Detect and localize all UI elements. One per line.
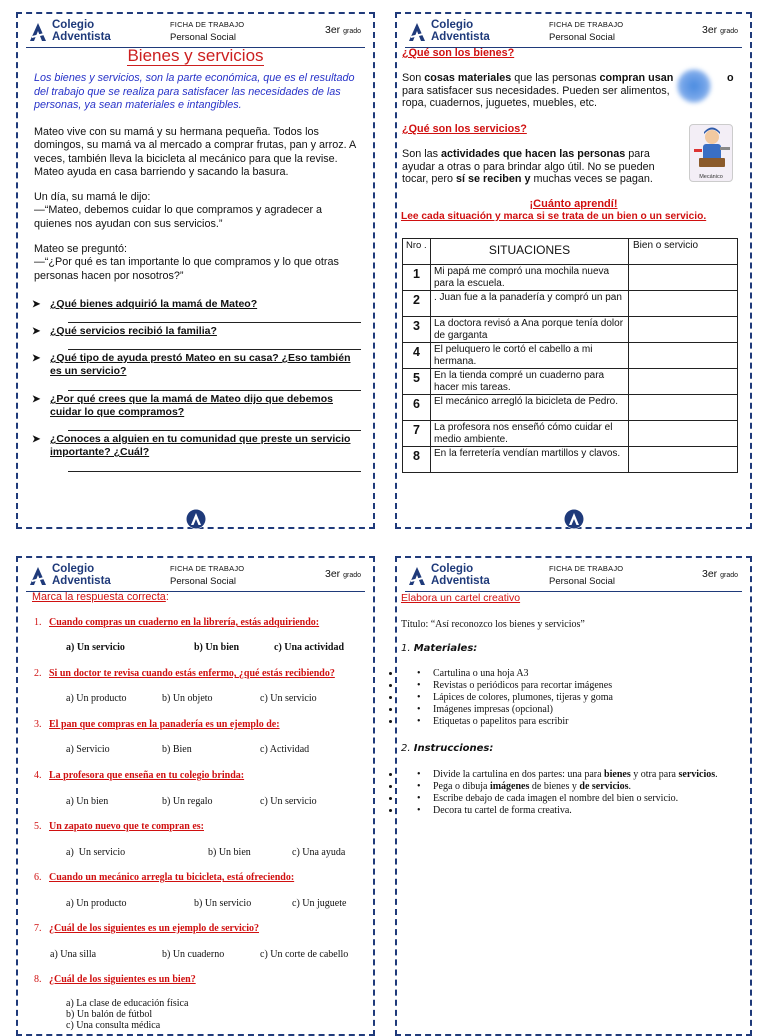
school-name: Colegio Adventista: [431, 563, 490, 587]
row-number: 4: [403, 343, 431, 369]
arrow-bullet-icon: ➤: [32, 326, 41, 337]
materiales-list: [401, 668, 741, 728]
grade-label: 3er grado: [701, 24, 738, 36]
situation-text: En la ferretería vendían martillos y clavos.: [431, 447, 629, 473]
question-5: ➤ ¿Conoces a alguien en tu comunidad que preste un servicio importante? ¿Cuál?: [32, 433, 351, 458]
list-item: • • Etiquetas o papelitos para escribir: [401, 716, 741, 728]
row-number: 8: [403, 447, 431, 473]
question-1: ➤ ¿Qué bienes adquirió la mamá de Mateo?: [32, 298, 258, 310]
answer-cell[interactable]: [629, 291, 738, 317]
area-label: Personal Social: [170, 32, 237, 43]
answer-cell[interactable]: [629, 421, 738, 447]
option-b[interactable]: b) Un cuaderno: [162, 949, 225, 960]
list-item: • • Decora tu cartel de forma creativa.: [401, 805, 721, 817]
arrow-bullet-icon: ➤: [32, 434, 41, 445]
column-header-nro: Nro .: [403, 239, 431, 265]
situations-table: [402, 238, 738, 473]
option-a[interactable]: a) Un producto: [66, 693, 127, 704]
answer-cell[interactable]: [629, 265, 738, 291]
table-header-row: [403, 239, 738, 265]
story-paragraph-2: Un día, su mamá le dijo: —“Mateo, debemos cuidar lo que compramos y agradecer a quienes nos ayudan con sus servicios.”: [34, 191, 323, 230]
option-c[interactable]: c) Un corte de cabello: [260, 949, 349, 960]
school-name: Colegio Adventista: [431, 19, 490, 43]
grade-label: 3er grado: [324, 568, 361, 580]
quiz-question: 4. La profesora que enseña en tu colegio brinda:: [34, 770, 245, 781]
quiz-question: 5. Un zapato nuevo que te compran es:: [34, 821, 204, 832]
question-4: ➤ ¿Por qué crees que la mamá de Mateo dijo que debemos cuidar lo que compramos?: [32, 393, 333, 418]
worksheet-page-1: [16, 12, 375, 529]
servicios-definition: Son las actividades que hacen las personas para ayudar a otras o para brindar algo útil. No se pueden tocar, pero sí se reciben y muchas veces se pagan.: [402, 148, 655, 186]
option-b[interactable]: b) Un bien: [194, 642, 240, 653]
table-row: [403, 421, 738, 447]
list-item: • • Pega o dibuja imágenes de bienes y de servicios.: [401, 781, 721, 793]
answer-cell[interactable]: [629, 369, 738, 395]
answer-line[interactable]: [68, 471, 361, 472]
list-item: • • Divide la cartulina en dos partes: una para bienes y otra para servicios.: [401, 769, 721, 781]
area-label: Personal Social: [549, 32, 616, 43]
school-logo-icon: [564, 509, 584, 529]
grade-label: 3er grado: [324, 24, 361, 36]
answer-cell[interactable]: [629, 395, 738, 421]
quiz-question: 6. Cuando un mecánico arregla tu bicicleta, está ofreciendo:: [34, 872, 295, 883]
ficha-label: FICHA DE TRABAJO: [549, 564, 624, 573]
answer-cell[interactable]: [629, 343, 738, 369]
row-number: 1: [403, 265, 431, 291]
ficha-label: FICHA DE TRABAJO: [170, 20, 245, 29]
quiz-question: 3. El pan que compras en la panadería es un ejemplo de:: [34, 719, 280, 730]
situation-text: El peluquero le cortó el cabello a mi hermana.: [431, 343, 629, 369]
table-row: [403, 395, 738, 421]
intro-text: Los bienes y servicios, son la parte económica, que es el resultado del trabajo que se realiza para satisfacer las necesidades de las personas, ya sean materiales e intangibles.: [34, 72, 355, 111]
worksheet-header: [405, 562, 742, 592]
quiz-question: 1. Cuando compras un cuaderno en la librería, estás adquiriendo:: [34, 617, 320, 628]
row-number: 6: [403, 395, 431, 421]
option-b[interactable]: b) Un servicio: [194, 898, 252, 909]
area-label: Personal Social: [170, 576, 237, 587]
mechanic-icon: [690, 125, 734, 171]
option-c[interactable]: c) Un servicio: [260, 796, 317, 807]
option-c[interactable]: c) Una consulta médica: [66, 1020, 161, 1031]
heading-que-son-servicios: ¿Qué son los servicios?: [402, 123, 527, 135]
instructions-text: Lee cada situación y marca si se trata de un bien o un servicio.: [401, 211, 707, 222]
arrow-bullet-icon: ➤: [32, 299, 41, 310]
bienes-definition: Son cosas materiales que las personas compran usan para satisfacer sus necesidades. Pueden ser alimentos, ropa, cuadernos, juguetes, muebles, etc.: [402, 72, 674, 110]
school-logo-icon: [407, 566, 427, 586]
option-b[interactable]: b) Un balón de fútbol: [66, 1009, 153, 1020]
grade-label: 3er grado: [701, 568, 738, 580]
instrucciones-heading: 2. Instrucciones:: [401, 743, 494, 754]
row-number: 2: [403, 291, 431, 317]
instrucciones-list: [401, 769, 721, 817]
question-3: ➤ ¿Qué tipo de ayuda prestó Mateo en su casa? ¿Eso también es un servicio?: [32, 352, 351, 377]
option-a[interactable]: a) Un servicio: [66, 847, 126, 858]
row-number: 5: [403, 369, 431, 395]
quiz-question: 8. ¿Cuál de los siguientes es un bien?: [34, 974, 196, 985]
section-title: Marca la respuesta correcta:: [32, 591, 169, 603]
list-item: • • Cartulina o una hoja A3: [401, 668, 741, 680]
column-header-bien-o-servicio: Bien o servicio: [629, 239, 738, 265]
list-item: • • Revistas o periódicos para recortar imágenes: [401, 680, 741, 692]
table-row: [403, 317, 738, 343]
table-row: [403, 369, 738, 395]
option-b[interactable]: b) Un regalo: [162, 796, 213, 807]
table-row: [403, 343, 738, 369]
school-logo-icon: [186, 509, 206, 529]
ficha-label: FICHA DE TRABAJO: [170, 564, 245, 573]
option-b[interactable]: b) Bien: [162, 744, 192, 755]
story-paragraph-1: Mateo vive con su mamá y su hermana pequeña. Todos los domingos, su mamá va al mercado a comprar frutas, pan y arroz. A veces, también lleva la bicicleta al mecánico para que la revise. Mateo ayuda en casa barriendo y sacando la basura.: [34, 126, 356, 178]
answer-line[interactable]: [68, 322, 361, 323]
list-item: • • Imágenes impresas (opcional): [401, 704, 741, 716]
quiz-question: 7. ¿Cuál de los siguientes es un ejemplo de servicio?: [34, 923, 259, 934]
answer-line[interactable]: [68, 430, 361, 431]
situation-text: . Juan fue a la panadería y compró un pan: [431, 291, 629, 317]
situation-text: La doctora revisó a Ana porque tenía dolor de garganta: [431, 317, 629, 343]
situation-text: En la tienda compré un cuaderno para hacer mis tareas.: [431, 369, 629, 395]
list-item: • • Escribe debajo de cada imagen el nombre del bien o servicio.: [401, 793, 721, 805]
table-row: [403, 447, 738, 473]
worksheet-header: [26, 18, 365, 48]
table-row: [403, 291, 738, 317]
heading-que-son-bienes: ¿Qué son los bienes?: [402, 47, 515, 59]
school-name: Colegio Adventista: [52, 19, 111, 43]
school-name: Colegio Adventista: [52, 563, 111, 587]
worksheet-page-2: [395, 12, 752, 529]
area-label: Personal Social: [549, 576, 616, 587]
option-a[interactable]: a) Un bien: [66, 796, 109, 807]
option-b[interactable]: b) Un bien: [208, 847, 251, 858]
option-c[interactable]: c) Una actividad: [274, 642, 344, 653]
page-title: Bienes y servicios: [127, 46, 264, 65]
poster-title-line: Título: “Así reconozco los bienes y servicios”: [401, 619, 585, 630]
option-c[interactable]: c) Un juguete: [292, 898, 347, 909]
mechanic-label: Mecánico: [699, 174, 723, 180]
list-item: • • Lápices de colores, plumones, tijeras y goma: [401, 692, 741, 704]
option-a[interactable]: a) Un servicio: [66, 642, 125, 653]
worksheet-page-4: [395, 556, 752, 1036]
option-c[interactable]: c) Actividad: [260, 744, 310, 755]
story-paragraph-3: Mateo se preguntó: —“¿Por qué es tan importante lo que compramos y lo que otras personas hacen por nosotros?”: [34, 243, 339, 282]
cuanto-aprendi-heading: ¡Cuánto aprendí!: [529, 198, 618, 210]
option-b[interactable]: b) Un objeto: [162, 693, 213, 704]
answer-line[interactable]: [68, 349, 361, 350]
row-number: 7: [403, 421, 431, 447]
option-c[interactable]: c) Un servicio: [260, 693, 317, 704]
row-number: 3: [403, 317, 431, 343]
mechanic-illustration: [689, 124, 733, 182]
answer-line[interactable]: [68, 390, 361, 391]
section-title: Elabora un cartel creativo: [401, 592, 521, 604]
column-header-situaciones: SITUACIONES: [431, 239, 629, 265]
bienes-or-word: o: [727, 72, 734, 84]
option-a[interactable]: a) Un producto: [66, 898, 127, 909]
option-list: [66, 998, 188, 1031]
school-logo-icon: [28, 22, 48, 42]
materiales-heading: 1. Materiales:: [401, 643, 478, 654]
option-a[interactable]: a) Una silla: [50, 949, 97, 960]
school-logo-icon: [28, 566, 48, 586]
table-row: [403, 265, 738, 291]
ficha-label: FICHA DE TRABAJO: [549, 20, 624, 29]
arrow-bullet-icon: ➤: [32, 394, 41, 405]
situation-text: La profesora nos enseñó cómo cuidar el medio ambiente.: [431, 421, 629, 447]
option-a[interactable]: a) Servicio: [66, 744, 110, 755]
answer-cell[interactable]: [629, 317, 738, 343]
worksheet-page-3: [16, 556, 375, 1036]
blurred-image: [677, 69, 711, 103]
worksheet-header: [405, 18, 742, 48]
option-a[interactable]: a) La clase de educación física: [66, 998, 189, 1009]
option-c[interactable]: c) Una ayuda: [292, 847, 346, 858]
situation-text: Mi papá me compró una mochila nueva para la escuela.: [431, 265, 629, 291]
arrow-bullet-icon: ➤: [32, 353, 41, 364]
worksheet-header: [26, 562, 365, 592]
quiz-question: 2. Si un doctor te revisa cuando estás enfermo, ¿qué estás recibiendo?: [34, 668, 335, 679]
question-2: ➤ ¿Qué servicios recibió la familia?: [32, 325, 217, 337]
school-logo-icon: [407, 22, 427, 42]
situation-text: El mecánico arregló la bicicleta de Pedro.: [431, 395, 629, 421]
answer-cell[interactable]: [629, 447, 738, 473]
